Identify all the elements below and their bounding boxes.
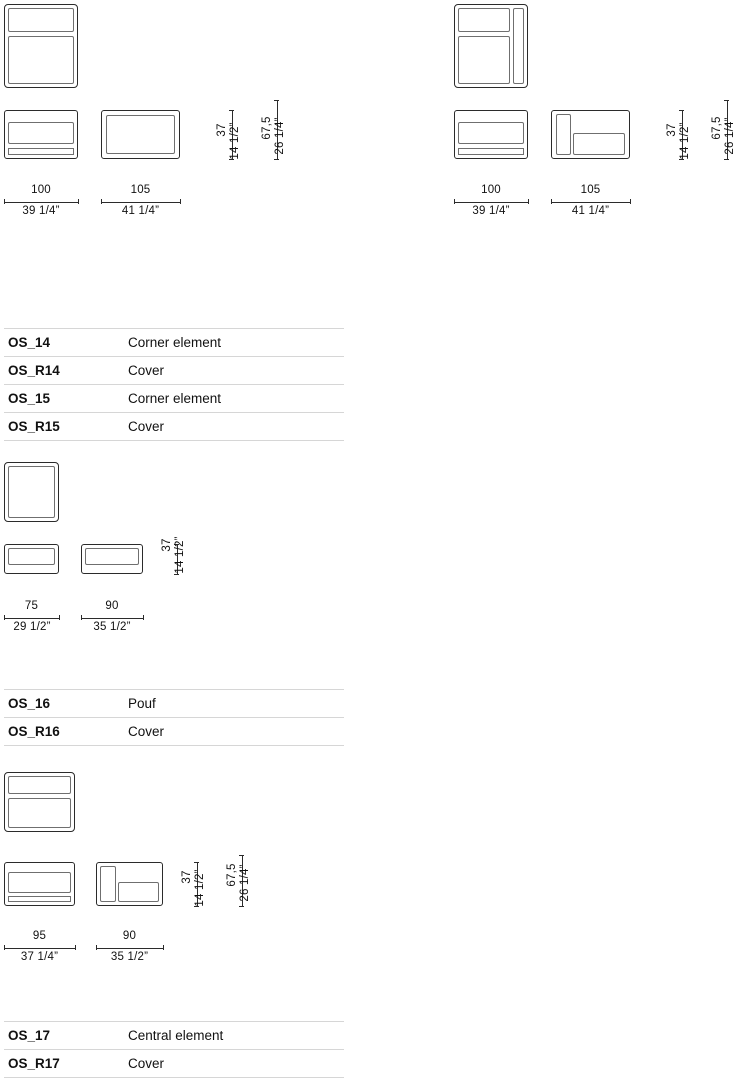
dimension-line-width-75 <box>4 618 59 619</box>
dimension-width-inch: 29 1/2” <box>13 621 51 633</box>
dimension-height-inch: 14 1/2” <box>174 536 186 574</box>
dim-tick <box>163 945 164 950</box>
dimension-line-width-90 <box>81 618 143 619</box>
dimension-height-cm: 67,5 <box>226 863 238 887</box>
dim-tick <box>4 945 5 950</box>
table-row <box>4 1050 344 1078</box>
table-row <box>4 413 344 441</box>
dimension-line-width-100 <box>454 202 528 203</box>
dimension-width-cm: 100 <box>481 184 501 196</box>
dim-tick <box>454 199 455 204</box>
product-description: Central element <box>128 1028 224 1043</box>
dimension-width-inch: 35 1/2” <box>93 621 131 633</box>
dimension-width-cm: 90 <box>122 930 137 942</box>
table-row <box>4 718 344 746</box>
front-view-corner-cushion <box>8 122 74 144</box>
dimension-height-inch: 26 1/4” <box>724 117 736 155</box>
dimension-height-cm: 37 <box>161 538 173 552</box>
dim-tick <box>101 199 102 204</box>
table-row <box>4 1021 344 1050</box>
product-description: Pouf <box>128 696 156 711</box>
front-view-corner-base <box>8 148 74 155</box>
dimension-width-inch: 35 1/2” <box>110 951 149 963</box>
dimension-line-width-100 <box>4 202 78 203</box>
dimension-width-cm: 95 <box>32 930 47 942</box>
dim-tick <box>143 615 144 620</box>
dimension-line-width-105 <box>551 202 630 203</box>
dimension-height-inch: 14 1/2” <box>679 122 691 160</box>
dimension-width-cm: 105 <box>580 184 601 196</box>
dimension-width-cm: 90 <box>105 600 119 612</box>
dim-tick <box>75 945 76 950</box>
dim-tick <box>96 945 97 950</box>
side-view-pouf-cushion <box>85 548 139 565</box>
dim-tick <box>528 199 529 204</box>
dimension-height-inch: 14 1/2” <box>229 122 241 160</box>
top-view-corner-seat <box>8 36 74 84</box>
table-corner <box>4 328 344 441</box>
dimension-width-inch: 41 1/4” <box>571 205 610 217</box>
product-code: OS_14 <box>8 335 51 350</box>
top-view-corner-backrest <box>8 8 74 32</box>
front-view-corner-mirror-cushion <box>458 122 524 144</box>
dimension-width-cm: 100 <box>31 184 51 196</box>
product-code: OS_16 <box>8 696 51 711</box>
side-view-central-backrest <box>100 866 116 902</box>
table-row <box>4 385 344 413</box>
product-description: Corner element <box>128 391 222 406</box>
product-description: Cover <box>128 724 165 739</box>
dimension-width-inch: 39 1/4” <box>22 205 60 217</box>
side-view-corner-mirror-seat <box>573 133 625 155</box>
dimension-line-width-90 <box>96 948 163 949</box>
dim-tick <box>4 199 5 204</box>
top-view-corner-mirror-backrest <box>458 8 510 32</box>
dimension-height-cm: 37 <box>666 123 678 137</box>
product-code: OS_15 <box>8 391 51 406</box>
top-view-pouf-cushion <box>8 466 55 518</box>
table-row <box>4 357 344 385</box>
top-view-central-seat <box>8 798 71 828</box>
dimension-height-cm: 37 <box>216 123 228 137</box>
dimension-line-width-95 <box>4 948 75 949</box>
top-view-central-backrest <box>8 776 71 794</box>
dim-tick <box>4 615 5 620</box>
dimension-height-cm: 67,5 <box>711 116 723 140</box>
top-view-corner-mirror-seat <box>458 36 510 84</box>
top-view-corner-mirror-arm <box>513 8 524 84</box>
dim-tick <box>630 199 631 204</box>
side-view-corner-cushion <box>106 115 175 154</box>
dimension-width-inch: 37 1/4” <box>20 951 59 963</box>
front-view-corner-mirror-base <box>458 148 524 155</box>
table-row <box>4 689 344 718</box>
product-description: Cover <box>128 419 165 434</box>
dim-tick <box>180 199 181 204</box>
dimension-height-cm: 67,5 <box>261 116 273 140</box>
side-view-corner-mirror-backrest <box>556 114 571 155</box>
dimension-width-inch: 41 1/4” <box>121 205 160 217</box>
dim-tick <box>59 615 60 620</box>
dimension-height-cm: 37 <box>181 870 193 884</box>
product-code: OS_R15 <box>8 419 60 434</box>
product-code: OS_17 <box>8 1028 51 1043</box>
product-code: OS_R17 <box>8 1056 60 1071</box>
dimension-line-width-105 <box>101 202 180 203</box>
dim-tick <box>551 199 552 204</box>
side-view-central-seat <box>118 882 159 902</box>
front-view-central-cushion <box>8 872 71 893</box>
dimension-width-inch: 39 1/4” <box>472 205 510 217</box>
product-description: Corner element <box>128 335 222 350</box>
dim-tick <box>78 199 79 204</box>
front-view-pouf-cushion <box>8 548 55 565</box>
table-row <box>4 328 344 357</box>
product-description: Cover <box>128 1056 165 1071</box>
table-central <box>4 1021 344 1078</box>
dimension-width-cm: 105 <box>130 184 151 196</box>
product-description: Cover <box>128 363 165 378</box>
table-pouf <box>4 689 344 746</box>
dimension-width-cm: 75 <box>24 600 39 612</box>
dim-tick <box>81 615 82 620</box>
dimension-height-inch: 14 1/2” <box>194 869 206 907</box>
product-code: OS_R14 <box>8 363 60 378</box>
front-view-central-base <box>8 896 71 902</box>
product-code: OS_R16 <box>8 724 60 739</box>
dimension-height-inch: 26 1/4” <box>239 864 251 902</box>
dimension-height-inch: 26 1/4” <box>274 117 286 155</box>
